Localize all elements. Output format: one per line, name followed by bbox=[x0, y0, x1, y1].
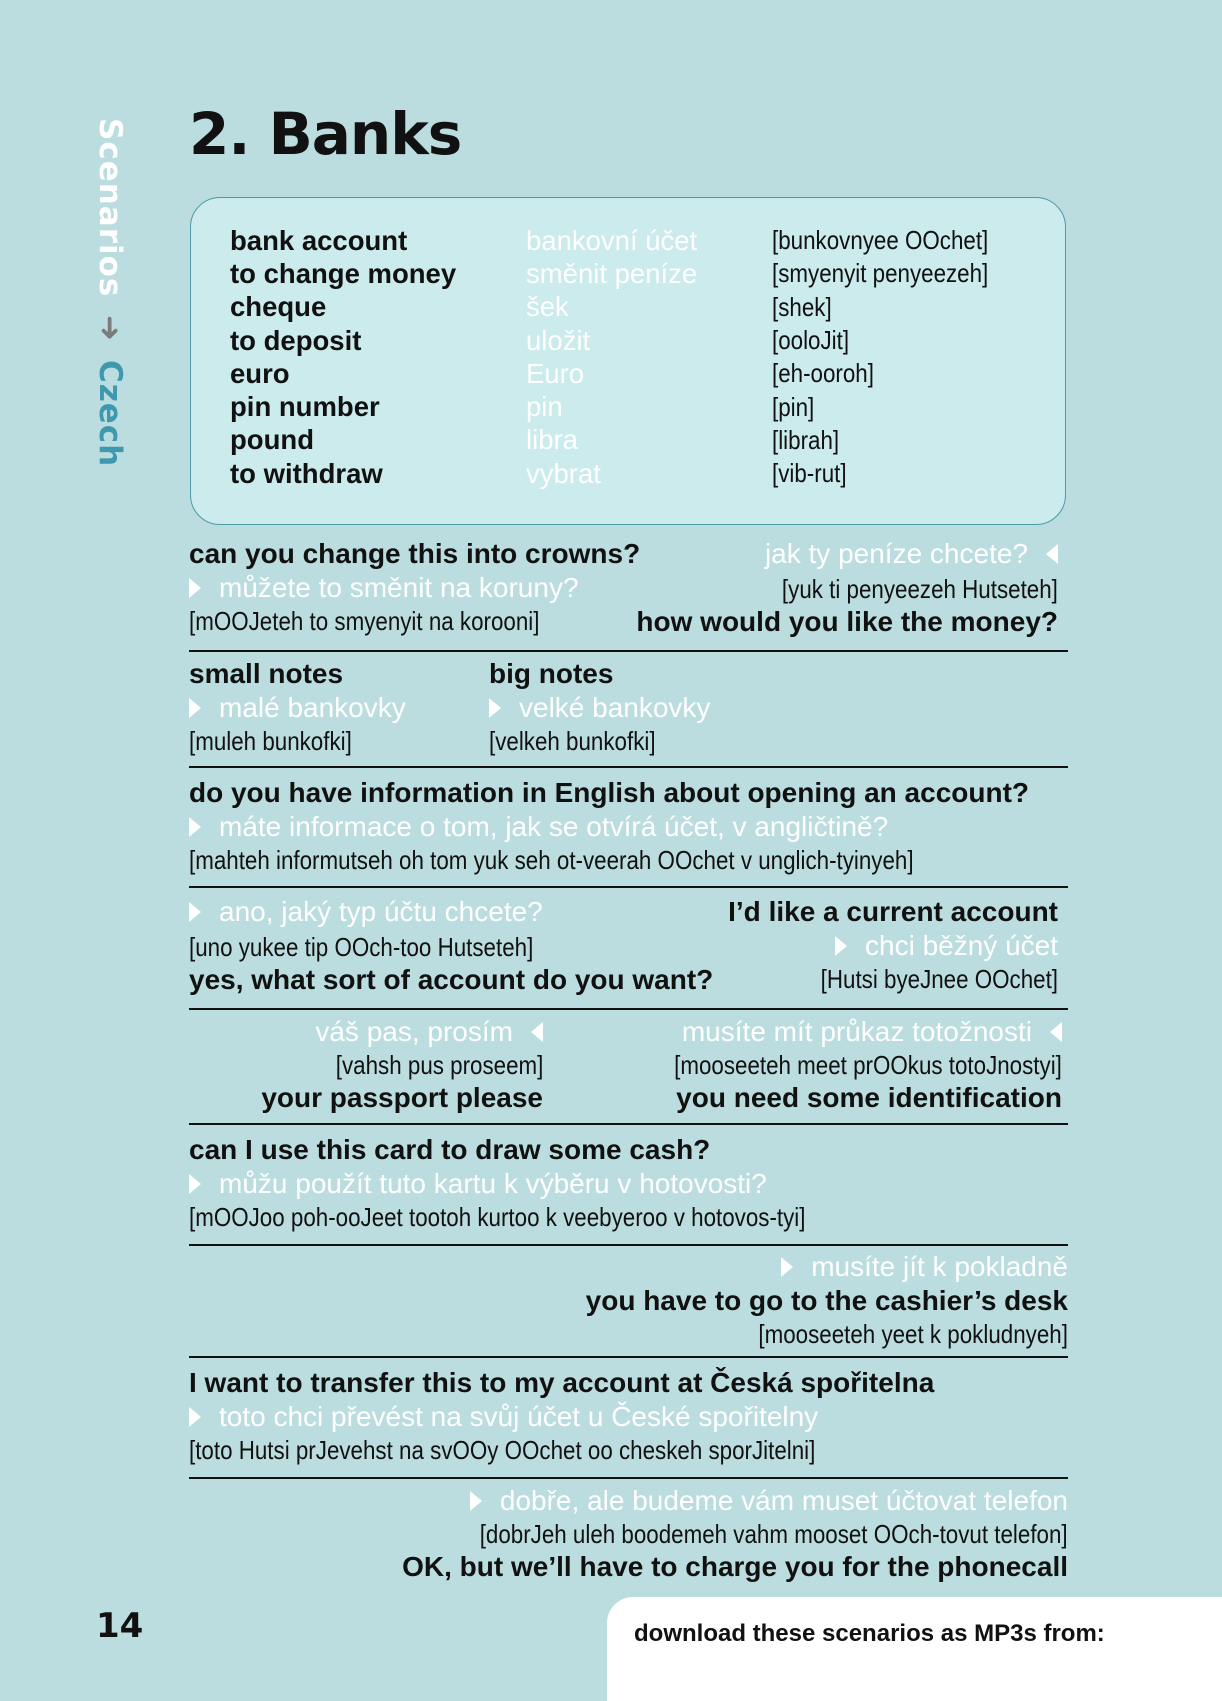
sidebar-scenarios: Scenarios bbox=[92, 118, 128, 298]
triangle-right-icon bbox=[189, 1407, 201, 1427]
answer-english: how would you like the money? bbox=[636, 606, 1058, 637]
dialogue-identification bbox=[189, 1018, 1068, 1118]
footer-download-box bbox=[607, 1597, 1222, 1701]
vocab-pronunciation: [eh-ooroh] bbox=[772, 358, 874, 389]
vocab-pronunciation: [shek] bbox=[772, 291, 832, 322]
dialogue-cashier bbox=[189, 1253, 1068, 1353]
question-pronunciation: [uno yukee tip OOch-too Hutseteh] bbox=[189, 932, 534, 962]
question-english: can you change this into crowns? bbox=[189, 538, 641, 569]
answer-english: you have to go to the cashier’s desk bbox=[585, 1285, 1068, 1316]
vocab-pronunciation: [smyenyit penyeezeh] bbox=[772, 258, 989, 289]
vocab-row bbox=[230, 224, 1065, 257]
vocab-czech: bankovní účet bbox=[526, 224, 698, 256]
vocab-czech: vybrat bbox=[526, 457, 601, 489]
triangle-right-icon bbox=[470, 1491, 482, 1511]
vocab-row bbox=[230, 357, 1065, 390]
question-czech: můžu použít tuto kartu k výběru v hotovosti? bbox=[189, 1170, 767, 1198]
divider bbox=[189, 1244, 1068, 1246]
vocab-row bbox=[230, 291, 1065, 324]
passport-english: your passport please bbox=[261, 1082, 543, 1113]
answer-czech: musíte jít k pokladně bbox=[781, 1253, 1068, 1281]
identification-czech: musíte mít průkaz totožnosti bbox=[682, 1018, 1062, 1046]
question-pronunciation: [toto Hutsi prJevehst na svOOy OOchet oo cheskeh sporJitelni] bbox=[189, 1435, 816, 1465]
divider bbox=[189, 1123, 1068, 1125]
answer-pronunciation: [dobrJeh uleh boodemeh vahm mooset OOch-tovut telefon] bbox=[480, 1519, 1068, 1549]
answer-czech: dobře, ale budeme vám muset účtovat telefon bbox=[470, 1487, 1068, 1515]
triangle-right-icon bbox=[189, 1174, 201, 1194]
vocab-english: pound bbox=[230, 424, 314, 456]
question-english: can I use this card to draw some cash? bbox=[189, 1134, 711, 1165]
arrow-icon: ➜ bbox=[92, 315, 128, 343]
divider bbox=[189, 1008, 1068, 1010]
small-notes-czech: malé bankovky bbox=[189, 694, 406, 722]
dialogue-account-type bbox=[189, 898, 1068, 998]
answer-english: I’d like a current account bbox=[728, 896, 1058, 927]
vocab-czech: směnit peníze bbox=[526, 257, 698, 289]
vocab-czech: šek bbox=[526, 291, 569, 323]
dialogue-change-money bbox=[189, 540, 1068, 640]
question-english: yes, what sort of account do you want? bbox=[189, 964, 714, 995]
vocab-czech: pin bbox=[526, 391, 563, 423]
vocab-row bbox=[230, 390, 1065, 423]
vocab-czech: Euro bbox=[526, 357, 585, 389]
divider bbox=[189, 650, 1068, 652]
triangle-right-icon bbox=[189, 578, 201, 598]
page-number: 14 bbox=[96, 1606, 144, 1646]
sidebar-language: Czech bbox=[92, 359, 128, 468]
small-notes-pronunciation: [muleh bunkofki] bbox=[189, 726, 352, 756]
question-czech: toto chci převést na svůj účet u České spořitelny bbox=[189, 1403, 818, 1431]
sidebar-section-label bbox=[92, 118, 128, 467]
answer-czech: jak ty peníze chcete? bbox=[765, 540, 1058, 568]
vocab-row bbox=[230, 457, 1065, 490]
vocab-pronunciation: [librah] bbox=[772, 424, 840, 455]
divider bbox=[189, 1356, 1068, 1358]
big-notes-pronunciation: [velkeh bunkofki] bbox=[489, 726, 656, 756]
passport-pronunciation: [vahsh pus proseem] bbox=[335, 1050, 543, 1080]
vocab-row bbox=[230, 424, 1065, 457]
answer-english: OK, but we’ll have to charge you for the phonecall bbox=[402, 1551, 1068, 1582]
vocab-pronunciation: [bunkovnyee OOchet] bbox=[772, 225, 989, 256]
question-czech: ano, jaký typ účtu chcete? bbox=[189, 898, 543, 926]
vocab-english: to withdraw bbox=[230, 457, 383, 489]
divider bbox=[189, 766, 1068, 768]
question-english: I want to transfer this to my account at Česká spořitelna bbox=[189, 1367, 935, 1398]
identification-english: you need some identification bbox=[676, 1082, 1062, 1113]
question-pronunciation: [mahteh informutseh oh tom yuk seh ot-veerah OOchet v unglich-tyinyeh] bbox=[189, 845, 914, 875]
vocab-pronunciation: [pin] bbox=[772, 391, 815, 422]
big-notes-czech: velké bankovky bbox=[489, 694, 710, 722]
passport-czech: váš pas, prosím bbox=[315, 1018, 543, 1046]
triangle-right-icon bbox=[189, 817, 201, 837]
answer-czech: chci běžný účet bbox=[835, 932, 1058, 960]
divider bbox=[189, 886, 1068, 888]
triangle-left-icon bbox=[1050, 1022, 1062, 1042]
big-notes-english: big notes bbox=[489, 658, 614, 689]
vocab-row bbox=[230, 324, 1065, 357]
dialogue-phonecall bbox=[189, 1487, 1068, 1587]
answer-pronunciation: [Hutsi byeJnee OOchet] bbox=[820, 964, 1058, 994]
vocab-english: to deposit bbox=[230, 324, 362, 356]
vocab-row bbox=[230, 257, 1065, 290]
triangle-right-icon bbox=[835, 936, 847, 956]
vocabulary-box bbox=[190, 197, 1066, 525]
vocab-english: euro bbox=[230, 357, 290, 389]
divider bbox=[189, 1477, 1068, 1479]
page-title: 2. Banks bbox=[189, 100, 462, 168]
vocab-czech: libra bbox=[526, 424, 578, 456]
dialogue-notes bbox=[189, 660, 1068, 760]
triangle-left-icon bbox=[531, 1022, 543, 1042]
vocab-english: to change money bbox=[230, 257, 457, 289]
answer-pronunciation: [yuk ti penyeezeh Hutseteh] bbox=[782, 574, 1058, 604]
question-czech: můžete to směnit na koruny? bbox=[189, 574, 579, 602]
triangle-right-icon bbox=[781, 1257, 793, 1277]
vocab-czech: uložit bbox=[526, 324, 591, 356]
question-pronunciation: [mOOJeteh to smyenyit na korooni] bbox=[189, 606, 540, 636]
triangle-right-icon bbox=[189, 698, 201, 718]
vocab-english: bank account bbox=[230, 224, 408, 256]
footer-download-text: download these scenarios as MP3s from: bbox=[634, 1620, 1105, 1647]
question-czech: máte informace o tom, jak se otvírá účet, v angličtině? bbox=[189, 813, 888, 841]
dialogue-transfer bbox=[189, 1369, 1068, 1469]
dialogue-card-cash bbox=[189, 1136, 1068, 1236]
small-notes-english: small notes bbox=[189, 658, 344, 689]
question-pronunciation: [mOOJoo poh-ooJeet tootoh kurtoo k veebyeroo v hotovos-tyi] bbox=[189, 1202, 806, 1232]
vocab-english: cheque bbox=[230, 291, 327, 323]
vocab-pronunciation: [vib-rut] bbox=[772, 458, 847, 489]
identification-pronunciation: [mooseeteh meet prOOkus totoJnostyi] bbox=[674, 1050, 1062, 1080]
triangle-right-icon bbox=[189, 902, 201, 922]
vocab-english: pin number bbox=[230, 391, 380, 423]
triangle-left-icon bbox=[1046, 544, 1058, 564]
answer-pronunciation: [mooseeteh yeet k pokludnyeh] bbox=[758, 1319, 1068, 1349]
dialogue-information bbox=[189, 779, 1068, 879]
question-english: do you have information in English about opening an account? bbox=[189, 777, 1030, 808]
triangle-right-icon bbox=[489, 698, 501, 718]
vocab-pronunciation: [ooloJit] bbox=[772, 325, 850, 356]
